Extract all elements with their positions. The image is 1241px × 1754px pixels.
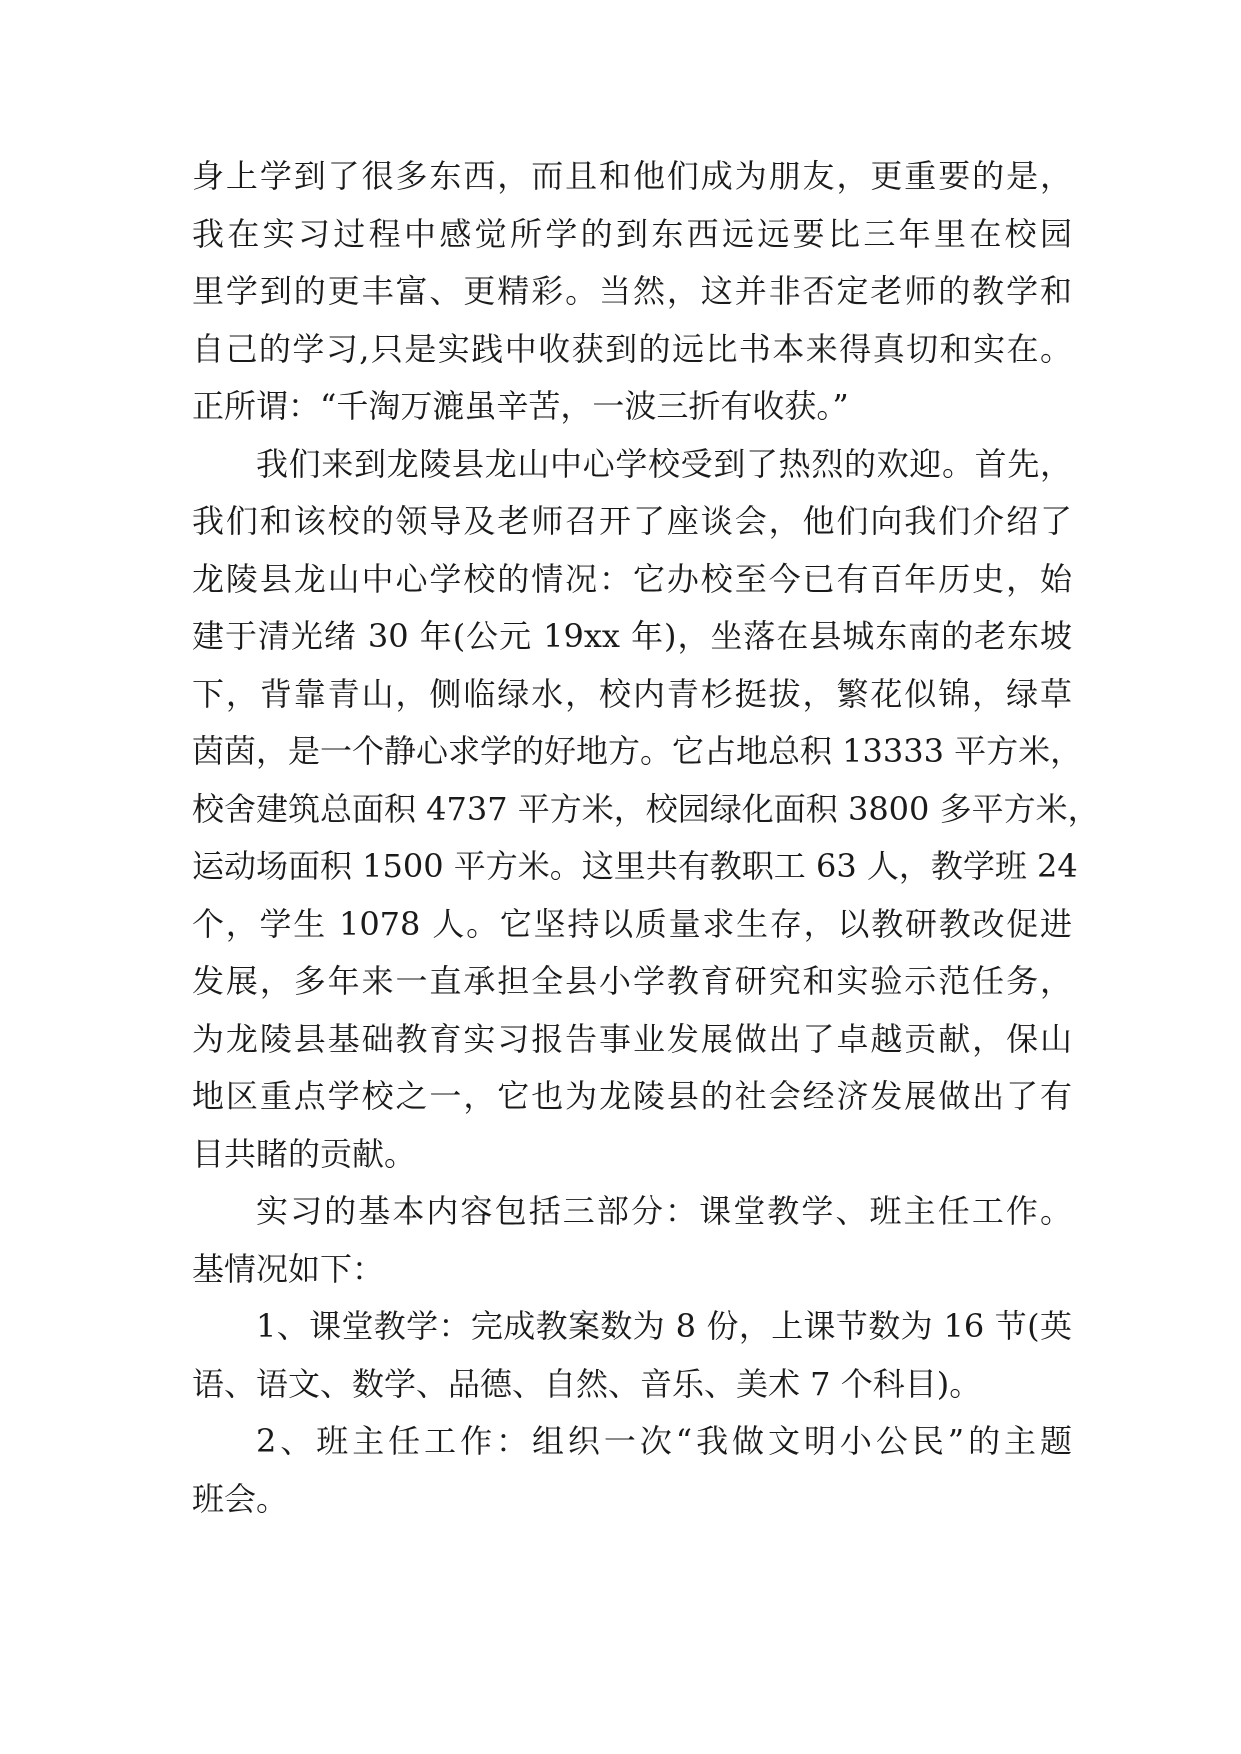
list-item-line: 1、课堂教学：完成教案数为 8 份，上课节数为 16 节(英 bbox=[256, 1307, 1072, 1345]
text-line: 发展，多年来一直承担全县小学教育研究和实验示范任务， bbox=[192, 962, 1072, 1000]
text-line: 建于清光绪 30 年(公元 19xx 年)，坐落在县城东南的老东坡 bbox=[192, 617, 1072, 655]
text-line: 茵茵，是一个静心求学的好地方。它占地总积 13333 平方米， bbox=[192, 732, 1083, 770]
text-line: 里学到的更丰富、更精彩。当然，这并非否定老师的教学和 bbox=[192, 272, 1072, 310]
text-line: 为龙陵县基础教育实习报告事业发展做出了卓越贡献，保山 bbox=[192, 1019, 1072, 1058]
text-line: 龙陵县龙山中心学校的情况：它办校至今已有百年历史，始 bbox=[192, 559, 1072, 598]
text-line: 基情况如下： bbox=[192, 1249, 385, 1288]
text-line: 下，背靠青山，侧临绿水，校内青杉挺拔，繁花似锦，绿草 bbox=[192, 674, 1072, 713]
text-line: 班会。 bbox=[192, 1479, 289, 1518]
text-line: 个，学生 1078 人。它坚持以质量求生存，以教研教改促进 bbox=[192, 904, 1072, 943]
text-line: 目共睹的贡献。 bbox=[192, 1134, 417, 1173]
text-line: 地区重点学校之一，它也为龙陵县的社会经济发展做出了有 bbox=[192, 1077, 1072, 1115]
text-line: 身上学到了很多东西，而且和他们成为朋友，更重要的是， bbox=[192, 157, 1072, 195]
text-line: 我在实习过程中感觉所学的到东西远远要比三年里在校园 bbox=[192, 214, 1072, 253]
text-line: 正所谓：“千淘万漉虽辛苦，一波三折有收获。” bbox=[192, 387, 849, 425]
text-line: 我们和该校的领导及老师召开了座谈会，他们向我们介绍了 bbox=[192, 502, 1072, 540]
text-line: 语、语文、数学、品德、自然、音乐、美术 7 个科目)。 bbox=[192, 1364, 982, 1403]
paragraph-start-line: 实习的基本内容包括三部分：课堂教学、班主任工作。 bbox=[256, 1192, 1072, 1230]
text-line: 校舍建筑总面积 4737 平方米，校园绿化面积 3800 多平方米， bbox=[192, 789, 1100, 828]
list-item-line: 2、班主任工作：组织一次“我做文明小公民”的主题 bbox=[256, 1422, 1072, 1460]
paragraph-start-line: 我们来到龙陵县龙山中心学校受到了热烈的欢迎。首先， bbox=[256, 444, 1072, 483]
document-body bbox=[192, 148, 1100, 1528]
text-line: 自己的学习,只是实践中收获到的远比书本来得真切和实在。 bbox=[192, 329, 1072, 368]
text-line: 运动场面积 1500 平方米。这里共有教职工 63 人，教学班 24 bbox=[192, 847, 1078, 885]
